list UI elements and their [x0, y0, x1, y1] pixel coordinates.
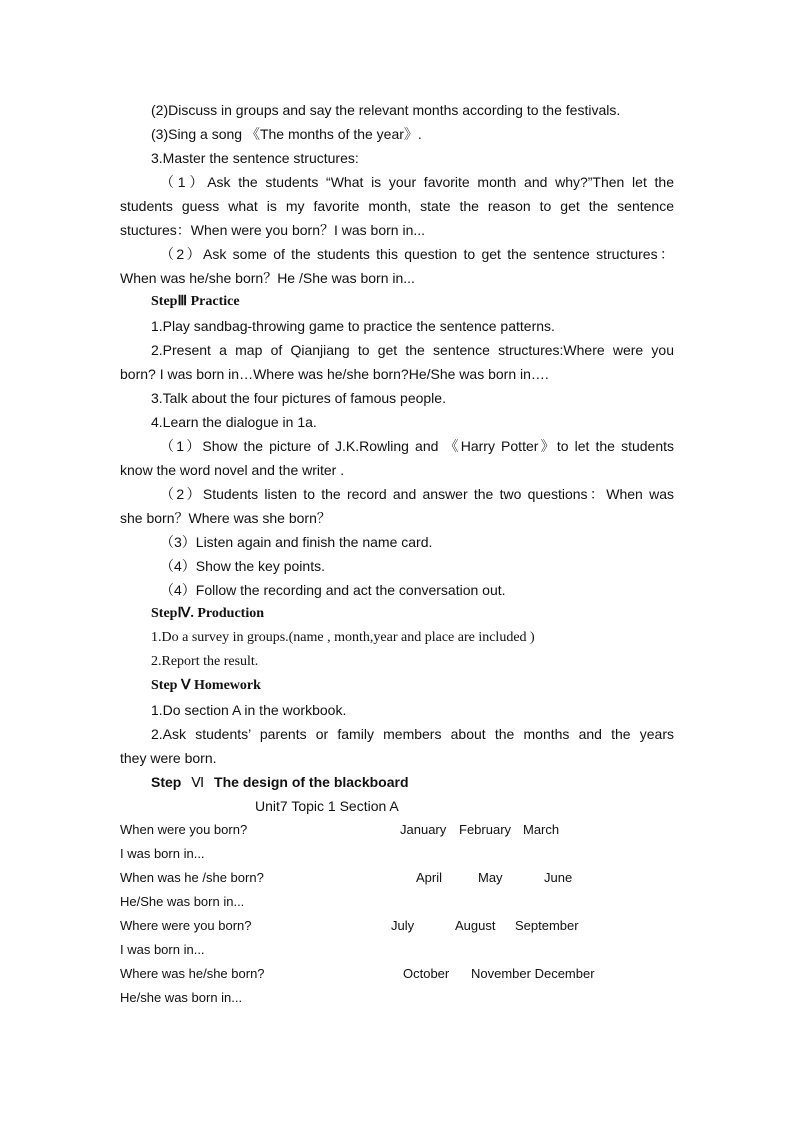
- board-month: September: [515, 918, 579, 933]
- step-heading: Step Ⅴ Homework: [151, 678, 261, 693]
- paragraph-line: born? I was born in…Where was he/she born?He/She was born in….: [120, 366, 549, 382]
- paragraph-line: 3.Talk about the four pictures of famous people.: [151, 390, 446, 406]
- board-month: July: [391, 918, 415, 933]
- board-month: October: [403, 966, 450, 981]
- paragraph-line: know the word novel and the writer .: [120, 462, 345, 478]
- paragraph-line: 1.Play sandbag-throwing game to practice the sentence patterns.: [151, 318, 555, 334]
- board-answer: He/she was born in...: [120, 990, 243, 1005]
- step-word: Step: [151, 774, 182, 790]
- step-heading: StepⅢ Practice: [151, 294, 240, 309]
- board-question: When were you born?: [120, 822, 248, 837]
- paragraph-line: （4）Follow the recording and act the conversation out.: [160, 582, 506, 598]
- paragraph-line: （2）Students listen to the record and answer the two questions：When was: [160, 486, 674, 502]
- paragraph-line: 1.Do a survey in groups.(name , month,year and place are included ): [151, 630, 535, 645]
- board-question: Where were you born?: [120, 918, 252, 933]
- paragraph-line: 3.Master the sentence structures:: [151, 150, 359, 166]
- paragraph-line: When was he/she born？He /She was born in...: [120, 270, 415, 286]
- step-heading: [151, 770, 674, 796]
- board-answer: He/She was born in...: [120, 894, 245, 909]
- board-month: June: [544, 870, 573, 885]
- paragraph-line: 2.Ask students’ parents or family members about the months and the years: [151, 726, 674, 742]
- paragraph-line: （3）Listen again and finish the name card.: [160, 534, 433, 550]
- step-numeral: Ⅵ: [191, 776, 205, 791]
- paragraph-line: (3)Sing a song 《The months of the year》.: [151, 126, 422, 142]
- board-month: November December: [471, 966, 595, 981]
- board-month: February: [459, 822, 512, 837]
- paragraph-line: （2）Ask some of the students this question to get the sentence structures：: [160, 246, 674, 262]
- paragraph-line: stuctures：When were you born？I was born in...: [120, 222, 426, 238]
- step-title: The design of the blackboard: [214, 774, 409, 790]
- paragraph-line: （1）Show the picture of J.K.Rowling and 《Harry Potter》to let the students: [160, 438, 674, 454]
- paragraph-line: 1.Do section A in the workbook.: [151, 702, 347, 718]
- board-question: Where was he/she born?: [120, 966, 265, 981]
- board-month: January: [400, 822, 447, 837]
- board-answer: I was born in...: [120, 846, 205, 861]
- paragraph-line: they were born.: [120, 750, 217, 766]
- board-question: When was he /she born?: [120, 870, 264, 885]
- paragraph-line: （4）Show the key points.: [160, 558, 325, 574]
- paragraph-line: 4.Learn the dialogue in 1a.: [151, 414, 317, 430]
- board-title: Unit7 Topic 1 Section A: [255, 798, 399, 814]
- board-month: August: [455, 918, 496, 933]
- paragraph-line: (2)Discuss in groups and say the relevant months according to the festivals.: [151, 102, 621, 118]
- board-month: April: [416, 870, 443, 885]
- paragraph-line: she born？Where was she born？: [120, 510, 331, 526]
- paragraph-line: 2.Present a map of Qianjiang to get the sentence structures:Where were you: [151, 342, 674, 358]
- paragraph-line: （1）Ask the students “What is your favorite month and why?”Then let the: [160, 174, 674, 190]
- board-month: March: [523, 822, 560, 837]
- paragraph-line: 2.Report the result.: [151, 654, 259, 669]
- board-month: May: [478, 870, 503, 885]
- board-answer: I was born in...: [120, 942, 205, 957]
- step-heading: StepⅣ. Production: [151, 606, 265, 621]
- paragraph-line: students guess what is my favorite month, state the reason to get the sentence: [120, 198, 674, 214]
